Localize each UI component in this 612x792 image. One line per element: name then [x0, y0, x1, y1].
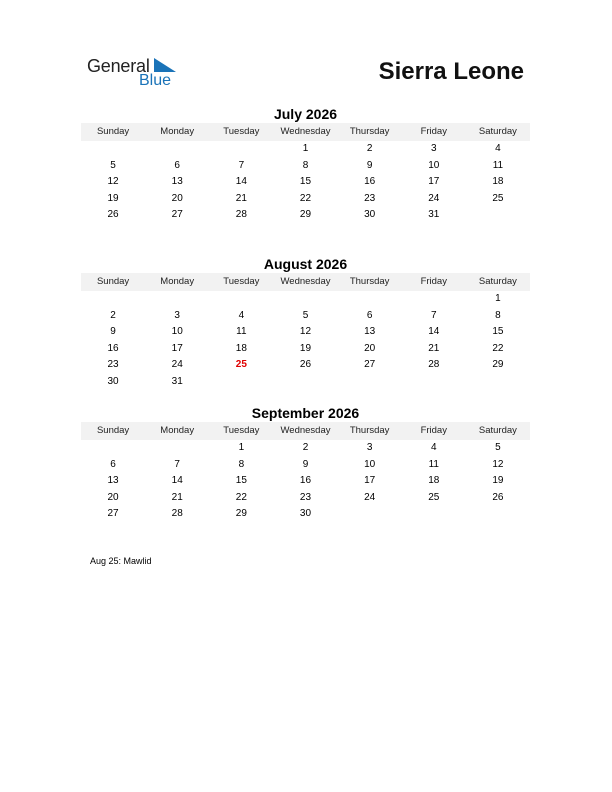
weekday-label: Saturday [478, 276, 517, 287]
weekday-label: Monday [160, 126, 195, 137]
weekday-label: Wednesday [280, 425, 331, 436]
day-cell: 31 [171, 375, 183, 387]
day-cell: 10 [171, 326, 183, 338]
day-cell: 25 [428, 491, 440, 503]
day-cell: 28 [235, 209, 247, 221]
day-cell: 12 [299, 326, 312, 338]
day-cell: 21 [428, 342, 440, 354]
day-cell: 19 [299, 342, 312, 354]
weekday-label: Wednesday [280, 276, 331, 287]
day-cell: 9 [110, 326, 116, 338]
day-cell: 27 [171, 209, 183, 221]
day-cell: 13 [107, 475, 119, 487]
holiday-note: Aug 25: Mawlid [90, 556, 152, 566]
holiday-day-cell: 25 [235, 359, 247, 371]
day-cell: 10 [428, 159, 440, 171]
day-cell: 28 [171, 508, 183, 520]
logo-triangle-icon [154, 58, 176, 72]
day-cell: 30 [107, 375, 119, 387]
day-cell: 20 [171, 192, 183, 204]
day-cell: 8 [238, 458, 245, 470]
day-cell: 24 [364, 491, 376, 503]
day-cell: 22 [299, 192, 312, 204]
day-cell: 7 [430, 309, 437, 321]
day-cell: 30 [299, 508, 312, 520]
day-cell: 18 [235, 342, 247, 354]
day-cell: 15 [235, 475, 247, 487]
day-cell: 29 [235, 508, 247, 520]
day-cell: 5 [495, 442, 501, 453]
day-cell: 22 [235, 491, 247, 503]
day-cell: 20 [107, 491, 119, 503]
weekday-label: Monday [160, 276, 195, 287]
day-cell: 27 [364, 359, 376, 371]
day-cell: 19 [492, 475, 504, 487]
empty-cell [209, 141, 273, 158]
day-cell: 7 [174, 458, 180, 470]
day-cell: 28 [428, 359, 440, 371]
day-cell: 21 [235, 192, 247, 204]
empty-cell [273, 291, 337, 308]
weekday-label: Tuesday [223, 126, 260, 137]
day-cell: 5 [110, 159, 116, 171]
day-grid [81, 141, 530, 224]
weekday-label: Saturday [478, 126, 517, 137]
empty-cell [145, 440, 209, 457]
day-cell: 3 [430, 143, 437, 154]
day-cell: 23 [299, 491, 312, 503]
weekday-label: Friday [420, 276, 447, 287]
weekday-label: Friday [420, 126, 447, 137]
day-cell: 6 [110, 458, 116, 470]
day-cell: 30 [364, 209, 376, 221]
day-cell: 11 [236, 326, 247, 338]
day-cell: 9 [302, 458, 309, 470]
day-cell: 16 [107, 342, 119, 354]
day-cell: 26 [299, 359, 312, 371]
day-cell: 4 [495, 143, 501, 154]
day-cell: 2 [110, 309, 116, 321]
weekday-label: Tuesday [223, 425, 260, 436]
weekday-label: Thursday [349, 276, 390, 287]
weekday-header [81, 273, 530, 291]
day-cell: 13 [171, 176, 183, 188]
month-september [81, 404, 530, 523]
day-cell: 16 [364, 176, 376, 188]
day-cell: 2 [366, 143, 373, 154]
day-cell: 11 [428, 458, 439, 470]
weekday-label: Sunday [96, 425, 130, 436]
day-cell: 17 [428, 176, 440, 188]
empty-cell [81, 440, 145, 457]
day-cell: 24 [171, 359, 183, 371]
day-cell: 19 [107, 192, 119, 204]
empty-cell [145, 291, 209, 308]
day-cell: 31 [428, 209, 440, 221]
day-cell: 1 [302, 143, 309, 154]
day-cell: 8 [495, 309, 501, 321]
weekday-label: Thursday [349, 425, 390, 436]
day-cell: 15 [492, 326, 504, 338]
empty-cell [402, 291, 466, 308]
day-cell: 25 [492, 192, 504, 204]
day-cell: 23 [364, 192, 376, 204]
day-cell: 5 [302, 309, 309, 321]
month-july [81, 105, 530, 224]
day-cell: 2 [302, 442, 309, 453]
empty-cell [209, 291, 273, 308]
day-cell: 24 [428, 192, 440, 204]
weekday-header [81, 422, 530, 440]
month-title: September 2026 [251, 405, 360, 421]
day-cell: 3 [174, 309, 180, 321]
weekday-label: Thursday [349, 126, 390, 137]
holiday-notes [90, 556, 152, 566]
month-title: August 2026 [263, 256, 348, 272]
weekday-label: Sunday [96, 126, 130, 137]
empty-cell [145, 141, 209, 158]
empty-cell [81, 291, 145, 308]
day-cell: 14 [235, 176, 247, 188]
general-blue-logo [87, 56, 187, 92]
day-cell: 26 [107, 209, 119, 221]
day-cell: 14 [171, 475, 183, 487]
logo-word-general: General [87, 56, 150, 76]
day-cell: 16 [299, 475, 312, 487]
month-title: July 2026 [273, 106, 338, 122]
day-cell: 26 [492, 491, 504, 503]
day-cell: 20 [364, 342, 376, 354]
day-cell: 12 [107, 176, 119, 188]
logo-word-blue: Blue [139, 72, 172, 89]
weekday-header [81, 123, 530, 141]
day-grid [81, 440, 530, 523]
day-cell: 9 [366, 159, 373, 171]
day-grid [81, 291, 530, 391]
weekday-label: Monday [160, 425, 195, 436]
weekday-label: Saturday [478, 425, 517, 436]
day-cell: 1 [238, 442, 245, 453]
day-cell: 3 [366, 442, 373, 453]
day-cell: 8 [302, 159, 309, 171]
day-cell: 15 [299, 176, 312, 188]
day-cell: 18 [428, 475, 440, 487]
day-cell: 17 [171, 342, 183, 354]
day-cell: 23 [107, 359, 119, 371]
day-cell: 29 [492, 359, 504, 371]
day-cell: 1 [495, 293, 501, 304]
day-cell: 12 [492, 458, 504, 470]
day-cell: 17 [364, 475, 376, 487]
day-cell: 21 [171, 491, 183, 503]
weekday-label: Tuesday [223, 276, 260, 287]
day-cell: 10 [364, 458, 376, 470]
day-cell: 29 [299, 209, 312, 221]
weekday-label: Friday [420, 425, 447, 436]
day-cell: 22 [492, 342, 504, 354]
empty-cell [338, 291, 402, 308]
day-cell: 11 [492, 159, 504, 171]
day-cell: 13 [364, 326, 376, 338]
day-cell: 27 [107, 508, 119, 520]
day-cell: 4 [430, 442, 437, 453]
day-cell: 4 [238, 309, 245, 321]
day-cell: 14 [428, 326, 440, 338]
weekday-label: Wednesday [280, 126, 331, 137]
day-cell: 18 [492, 176, 504, 188]
day-cell: 6 [174, 159, 180, 171]
day-cell: 6 [366, 309, 373, 321]
day-cell: 7 [238, 159, 245, 171]
empty-cell [81, 141, 145, 158]
month-august [81, 255, 530, 391]
country-title: Sierra Leone [378, 58, 524, 85]
weekday-label: Sunday [96, 276, 130, 287]
